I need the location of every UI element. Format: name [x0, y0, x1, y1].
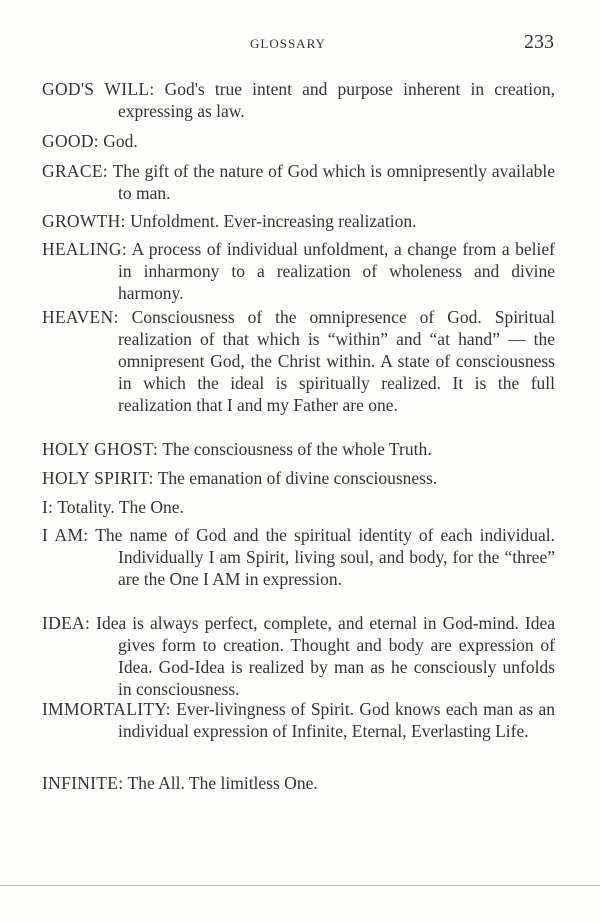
entry-definition: Ever-livingness of Spirit. God knows each man as an individual expression of Infinite, Eternal, Everlasting Life.: [118, 699, 556, 741]
glossary-entry: [42, 467, 555, 489]
glossary-entry: [42, 210, 555, 232]
entry-term: GRACE:: [42, 161, 108, 181]
glossary-entry: [42, 698, 555, 742]
entry-term: HOLY GHOST:: [42, 439, 159, 459]
entry-definition: Totality. The One.: [57, 497, 184, 517]
glossary-entry: [42, 238, 555, 304]
glossary-entry: [42, 438, 555, 460]
entry-term: HEALING:: [42, 239, 128, 259]
entry-definition: Unfoldment. Ever-increasing realization.: [130, 211, 417, 231]
entry-term: GROWTH:: [42, 211, 126, 231]
glossary-entry: [42, 78, 555, 122]
entry-term: IDEA:: [42, 613, 91, 633]
entry-definition: A process of individual unfoldment, a change from a belief in inharmony to a realization of wholeness and divine harmony.: [118, 239, 555, 303]
page-number: 233: [524, 31, 554, 53]
glossary-entry: [42, 496, 555, 518]
entry-definition: Consciousness of the omnipresence of God. Spiritual realization of that which is “within” and “at hand” — the omnipresent God, the Christ within. A state of consciousness in which the ideal is spiritually realized. It is the full realization that I and my Father are one.: [118, 307, 555, 415]
glossary-entry: [42, 772, 555, 794]
glossary-entry: [42, 160, 555, 204]
entry-term: I:: [42, 497, 54, 517]
entry-term: IMMORTALITY:: [42, 699, 171, 719]
page-edge-divider: [0, 885, 600, 886]
entry-term: GOOD:: [42, 131, 99, 151]
entry-definition: The consciousness of the whole Truth.: [162, 439, 432, 459]
entry-definition: The gift of the nature of God which is omnipresently available to man.: [112, 161, 556, 203]
entry-term: INFINITE:: [42, 773, 124, 793]
entry-definition: The emanation of divine consciousness.: [157, 468, 438, 488]
glossary-entry: [42, 524, 555, 590]
running-header: GLOSSARY: [250, 36, 326, 51]
glossary-entry: [42, 612, 555, 700]
entry-definition: The name of God and the spiritual identity of each individual. Individually I am Spirit, living soul, and body, for the “three” are the One I AM in expression.: [95, 525, 555, 589]
entry-definition: Idea is always perfect, complete, and eternal in God-mind. Idea gives form to creation. Thought and body are expression of Idea. God-Idea is realized by man as he consciously unfolds in consciousness.: [96, 613, 556, 699]
entry-term: HOLY SPIRIT:: [42, 468, 154, 488]
entry-definition: The All. The limitless One.: [127, 773, 318, 793]
entry-definition: God's true intent and purpose inherent in creation, expressing as law.: [118, 79, 555, 121]
entry-term: HEAVEN:: [42, 307, 119, 327]
glossary-entry: [42, 306, 555, 416]
glossary-entry: [42, 130, 555, 152]
entry-term: I AM:: [42, 525, 89, 545]
entry-definition: God.: [103, 131, 138, 151]
entry-term: GOD'S WILL:: [42, 79, 155, 99]
